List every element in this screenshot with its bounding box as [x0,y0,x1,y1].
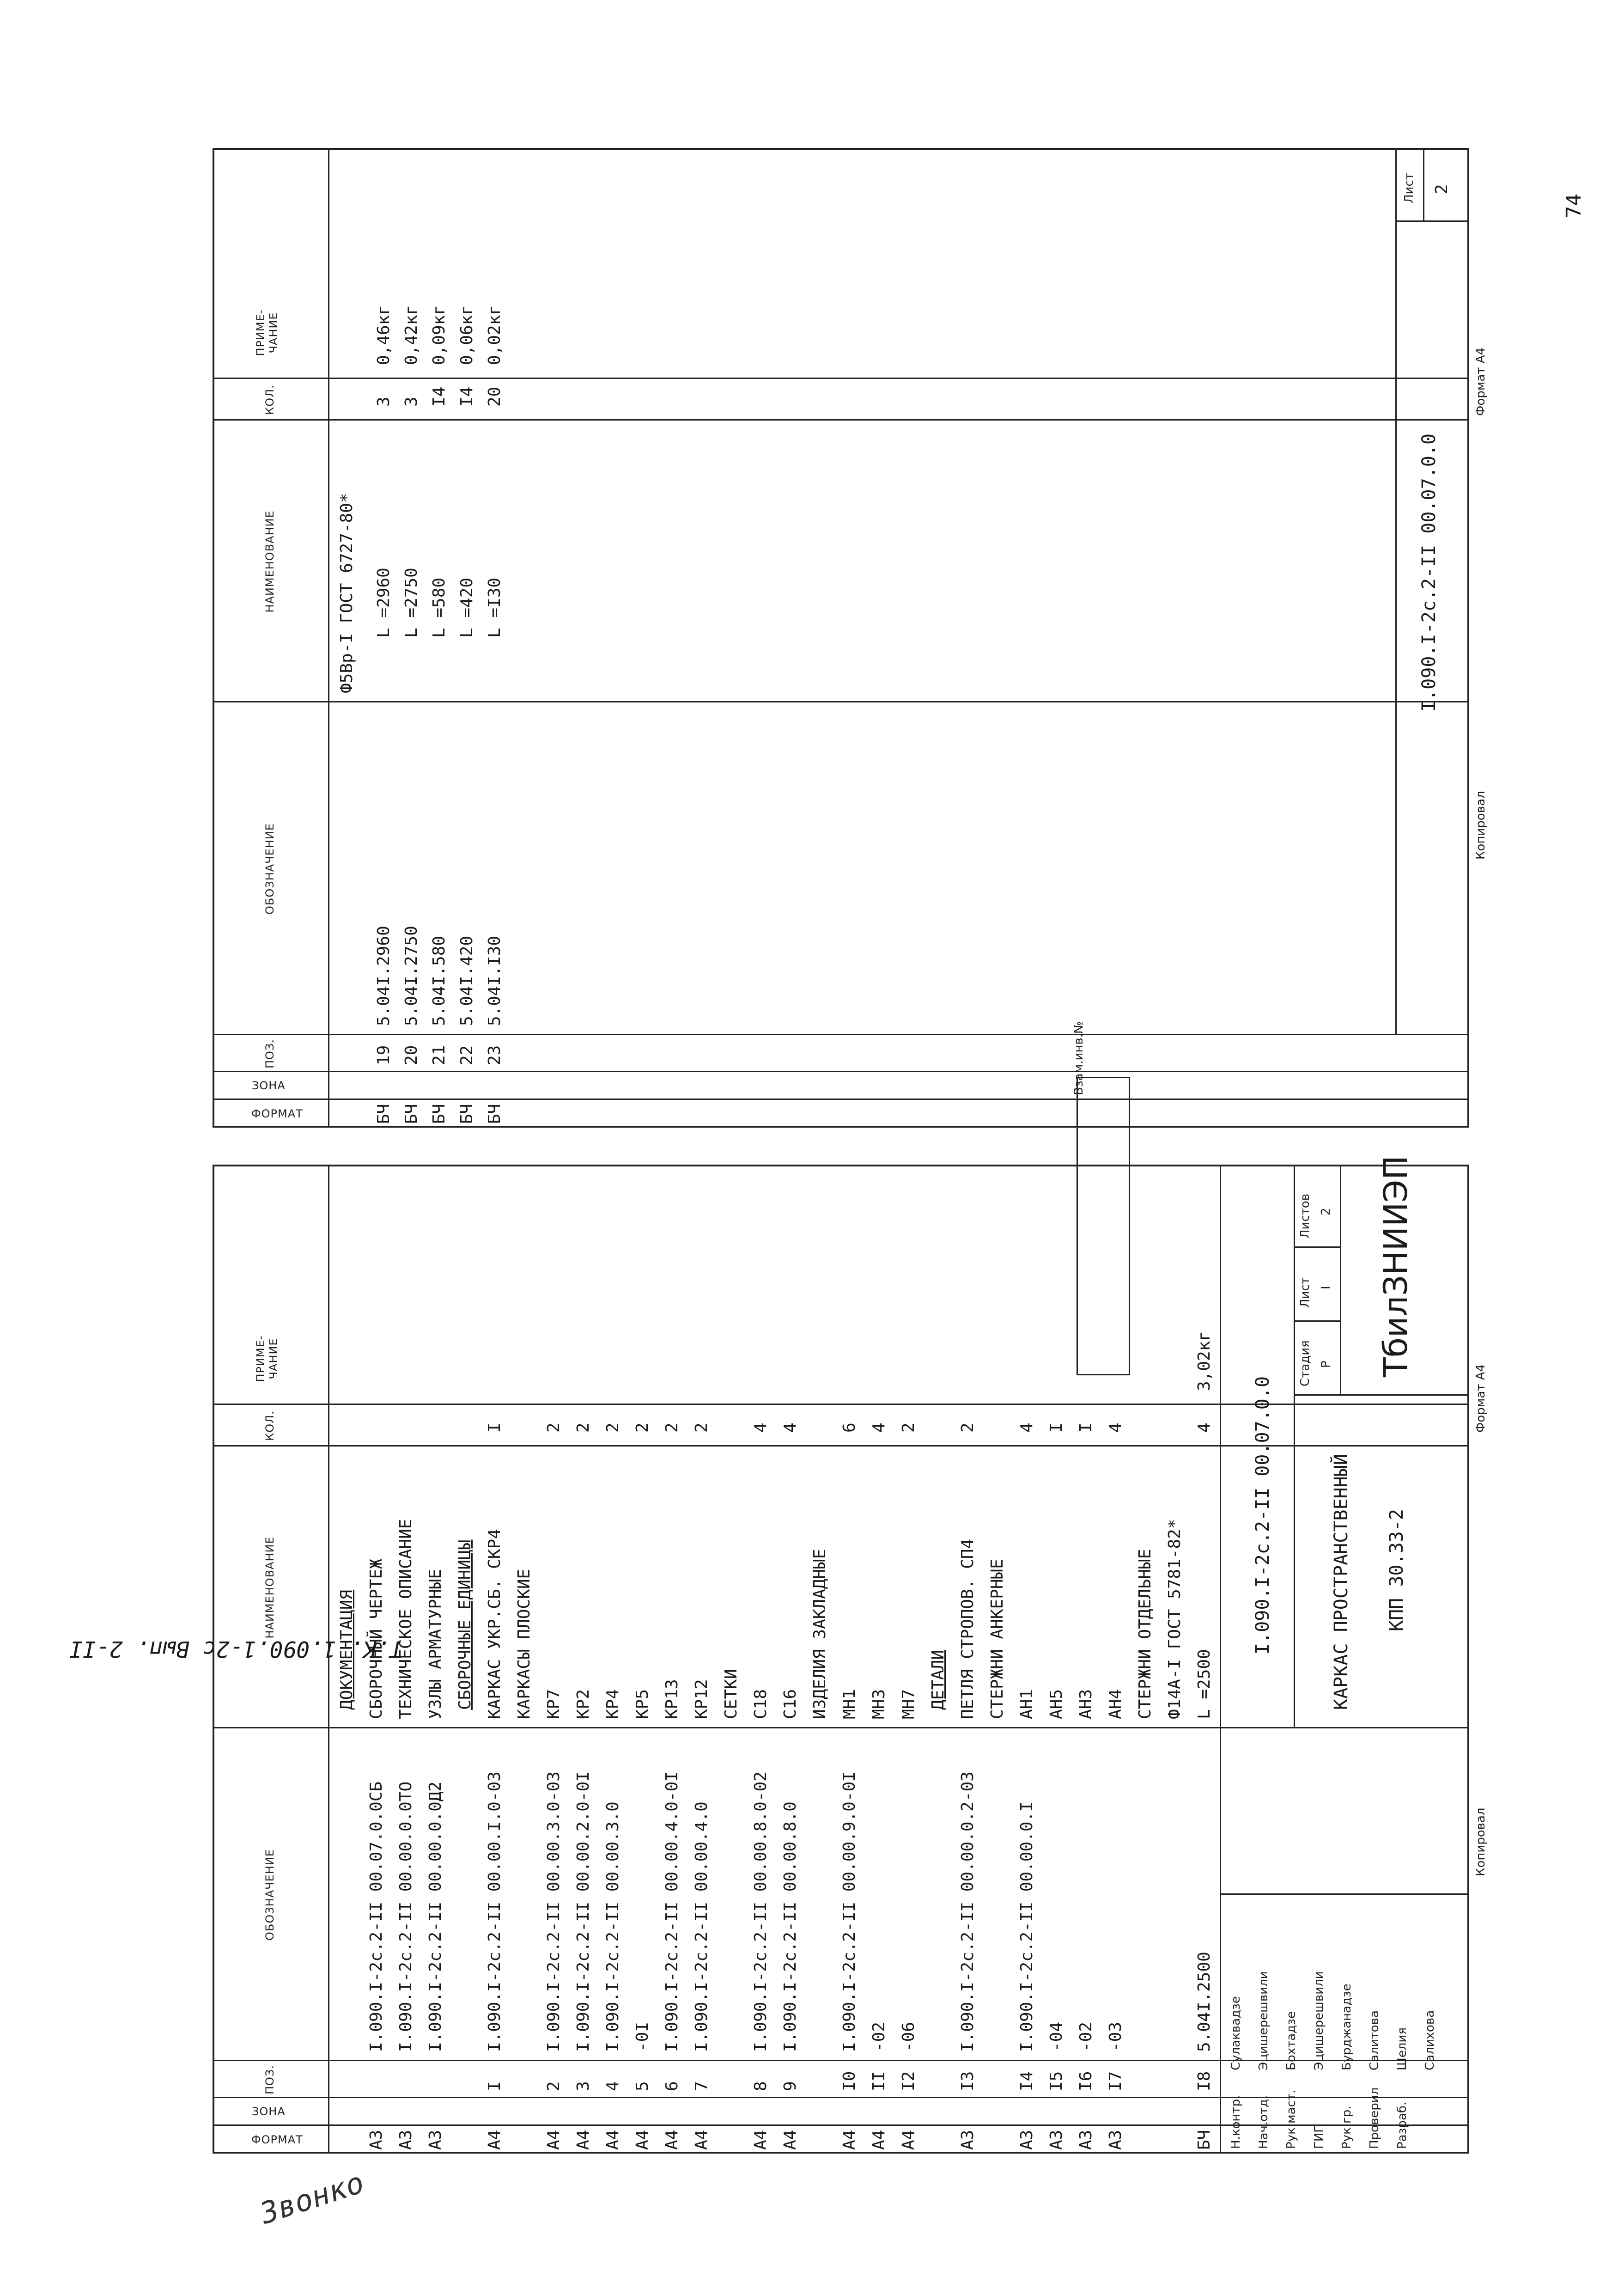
row-pos: I6 [1077,2071,1095,2091]
stamp-code: I.090.I-2с.2-II 00.07.0.0 [1252,1376,1273,1654]
row-pos: 6 [663,2081,681,2091]
row-designation: I.090.I-2с.2-II 00.07.0.0СБ [367,1781,386,2052]
margin-label: Взам.инв.№ [1072,1021,1086,1095]
row-qty: 2 [603,1422,622,1433]
row-name: С16 [781,1689,800,1719]
row-format: А4 [870,2130,888,2150]
specification-sheet-2 [213,148,1488,1128]
row-format: А4 [544,2130,563,2150]
row-name: КАРКАС УКР.СБ. СКР4 [485,1529,504,1719]
stamp-person-role: ГИП [1312,2124,1326,2149]
row-designation: I.090.I-2с.2-II 00.00.4.0-0I [663,1771,681,2052]
row-designation: 5.04I.2500 [1195,1952,1214,2052]
row-name: ПЕТЛЯ СТРОПОВ. СП4 [958,1538,977,1719]
row-pos: 4 [603,2081,622,2091]
row-format: А4 [485,2130,504,2150]
row-pos: 22 [457,1045,476,1065]
row-designation: I.090.I-2с.2-II 00.00.8.0-02 [751,1771,770,2052]
side-stamp: Т.К. 1.090.1-2с Вып. 2-II [69,1636,403,1662]
format-label: Формат А4 [1474,1364,1488,1433]
row-name: СБОРОЧНЫЙ ЧЕРТЕЖ [367,1559,386,1719]
row-qty: 4 [1106,1422,1125,1433]
stamp-sheet-label: Лист [1402,173,1416,203]
row-name: АН1 [1017,1689,1036,1719]
row-format: А4 [751,2130,770,2150]
stamp-person-role: Н.контр. [1229,2095,1243,2149]
header-qty: КОЛ. [263,1410,276,1441]
row-pos: I5 [1047,2071,1066,2091]
header-format: ФОРМАТ [251,1107,303,1120]
row-format: БЧ [374,1104,393,1124]
row-qty: I [1077,1422,1095,1433]
row-designation: I.090.I-2с.2-II 00.00.0.I [1017,1801,1036,2052]
row-designation: I.090.I-2с.2-II 00.00.0.0ТО [396,1781,415,2052]
row-qty: I [1047,1422,1066,1433]
header-pos: ПОЗ. [263,2065,276,2094]
sheet-frame [213,148,1469,1128]
row-qty: I4 [430,386,449,407]
row-name: L =2750 [402,568,421,638]
row-designation: 5.04I.2960 [374,926,393,1026]
row-pos: 21 [430,1045,449,1065]
row-format: А3 [396,2130,415,2150]
stamp-sheets-label: Листов [1298,1193,1312,1239]
row-qty: 20 [485,386,504,407]
row-name: КР5 [633,1689,652,1719]
stamp-sheet: I [1319,1286,1333,1289]
row-name: КР4 [603,1689,622,1719]
specification-sheet-1 [213,1155,1488,2154]
row-designation: 5.04I.420 [457,935,476,1026]
row-name: Ф5Вр-I ГОСТ 6727-80* [337,493,356,693]
stamp-title: КАРКАС ПРОСТРАНСТВЕННЫЙ [1331,1454,1352,1710]
row-note: 0,42кг [402,305,421,365]
stamp-person-role: Нач.отд. [1257,2095,1271,2149]
row-format: А4 [692,2130,711,2150]
row-name: L =I30 [485,577,504,638]
row-pos: 20 [402,1045,421,1065]
signature: Звонко [256,2166,368,2231]
stamp-person-name: Эцишерешвили [1312,1971,1326,2070]
row-note: 0,09кг [430,305,449,365]
row-format: А3 [367,2130,386,2150]
row-name: МН1 [840,1689,859,1719]
row-pos: 9 [781,2081,800,2091]
row-format: А3 [1017,2130,1036,2150]
row-name: ДЕТАЛИ [929,1649,948,1710]
row-name: СТЕРЖНИ ОТДЕЛЬНЫЕ [1136,1549,1155,1719]
row-format: А4 [899,2130,918,2150]
header-designation: ОБОЗНАЧЕНИЕ [263,823,276,915]
header-name: НАИМЕНОВАНИЕ [263,510,276,613]
row-format: А4 [781,2130,800,2150]
stamp-stage-label: Стадия [1298,1340,1312,1386]
row-format: А4 [633,2130,652,2150]
row-qty: I [485,1422,504,1433]
row-designation: -0I [633,2021,652,2052]
row-format: А3 [1077,2130,1095,2150]
copied-label: Копировал [1474,1807,1488,1876]
row-designation: I.090.I-2с.2-II 00.00.4.0 [692,1801,711,2052]
row-designation: I.090.I-2с.2-II 00.00.3.0 [603,1801,622,2052]
row-pos: I8 [1195,2071,1214,2091]
header-zone: ЗОНА [252,1079,286,1092]
header-qty: КОЛ. [263,385,276,415]
row-pos: 2 [544,2081,563,2091]
row-name: АН4 [1106,1689,1125,1719]
row-designation: 5.04I.I30 [485,935,504,1026]
row-qty: 2 [958,1422,977,1433]
row-name: С18 [751,1689,770,1719]
row-name: КР7 [544,1689,563,1719]
row-qty: 4 [781,1422,800,1433]
row-qty: 3 [402,397,421,407]
row-name: L =420 [457,577,476,638]
stamp-person-name: Сулаквадзе [1229,1996,1243,2070]
row-pos: 23 [485,1045,504,1065]
row-name: L =2960 [374,568,393,638]
row-name: УЗЛЫ АРМАТУРНЫЕ [426,1569,445,1719]
stamp-person-name: Бохтадзе [1284,2011,1298,2070]
row-qty: 4 [1195,1422,1214,1433]
row-name: L =2500 [1195,1649,1214,1719]
row-pos: II [870,2071,888,2091]
row-designation: -04 [1047,2021,1066,2052]
row-qty: 2 [633,1422,652,1433]
stamp-person-role: Рук.гр. [1340,2106,1354,2149]
row-designation: I.090.I-2с.2-II 00.00.0.0Д2 [426,1781,445,2052]
row-pos: 19 [374,1045,393,1065]
row-pos: I [485,2081,504,2091]
row-pos: I7 [1106,2071,1125,2091]
row-name: СТЕРЖНИ АНКЕРНЫЕ [988,1559,1007,1719]
header-designation: ОБОЗНАЧЕНИЕ [263,1849,276,1941]
stamp-person-role: Рук.маст. [1284,2089,1298,2149]
row-format: А4 [574,2130,593,2150]
row-format: А3 [426,2130,445,2150]
stamp-person-name: Эцишерешвили [1257,1971,1271,2070]
row-qty: 4 [751,1422,770,1433]
row-name: КАРКАСЫ ПЛОСКИЕ [515,1569,534,1719]
row-format: А3 [1047,2130,1066,2150]
row-format: А4 [603,2130,622,2150]
stamp-person-name: Шелия [1395,2027,1409,2070]
stamp-sheet-number: 2 [1432,184,1451,194]
stamp-person-role: Проверил [1368,2087,1381,2149]
stamp-subtitle: КПП 30.33-2 [1386,1509,1407,1631]
header-pos: ПОЗ. [263,1039,276,1068]
stamp-person-name: Салихова [1423,2010,1437,2070]
row-note: 3,02кг [1195,1331,1214,1391]
copied-label: Копировал [1474,791,1488,860]
row-format: А4 [663,2130,681,2150]
row-qty: 2 [663,1422,681,1433]
row-name: КР2 [574,1689,593,1719]
row-name: МН7 [899,1689,918,1719]
row-designation: 5.04I.580 [430,935,449,1026]
row-designation: -02 [870,2021,888,2052]
row-pos: I3 [958,2071,977,2091]
row-pos: 8 [751,2081,770,2091]
row-qty: 2 [544,1422,563,1433]
stamp-sheet-label: Лист [1298,1277,1312,1308]
row-name: СБОРОЧНЫЕ ЕДИНИЦЫ [456,1539,474,1710]
row-format: А3 [958,2130,977,2150]
stamp-code: I.090.I-2с.2-II 00.07.0.0 [1418,433,1440,712]
row-name: ТЕХНИЧЕСКОЕ ОПИСАНИЕ [396,1519,415,1719]
row-designation: -06 [899,2021,918,2052]
row-qty: 2 [692,1422,711,1433]
stamp-person-name: Бурджанадзе [1340,1984,1354,2070]
row-format: БЧ [430,1104,449,1124]
row-qty: 3 [374,397,393,407]
row-format: БЧ [1195,2130,1214,2150]
header-format: ФОРМАТ [251,2133,303,2146]
row-name: КР13 [663,1679,681,1719]
row-designation: I.090.I-2с.2-II 00.00.I.0-03 [485,1771,504,2052]
stamp-organization: ТбилЗНИИЭП [1377,1155,1415,1377]
row-pos: 3 [574,2081,593,2091]
row-qty: I4 [457,386,476,407]
header-zone: ЗОНА [252,2105,286,2118]
row-format: БЧ [457,1104,476,1124]
row-name: КР12 [692,1679,711,1719]
stamp-sheets: 2 [1319,1208,1333,1215]
row-pos: I0 [840,2071,859,2091]
row-designation: I.090.I-2с.2-II 00.00.0.2-03 [958,1771,977,2052]
stamp-person-role: Разраб. [1395,2101,1409,2149]
header-note: ПРИМЕ- ЧАНИЕ [254,1335,280,1382]
row-name: Ф14А-I ГОСТ 5781-82* [1165,1519,1184,1719]
row-name: ДОКУМЕНТАЦИЯ [337,1589,356,1710]
row-pos: I4 [1017,2071,1036,2091]
row-designation: -02 [1077,2021,1095,2052]
page-number: 74 [1562,194,1586,218]
row-name: СЕТКИ [722,1669,741,1719]
row-name: АН5 [1047,1689,1066,1719]
row-name: АН3 [1077,1689,1095,1719]
row-format: БЧ [402,1104,421,1124]
row-pos: 7 [692,2081,711,2091]
row-qty: 2 [574,1422,593,1433]
row-qty: 2 [899,1422,918,1433]
row-name: ИЗДЕЛИЯ ЗАКЛАДНЫЕ [810,1549,829,1719]
row-format: А3 [1106,2130,1125,2150]
row-name: МН3 [870,1689,888,1719]
header-name: НАИМЕНОВАНИЕ [263,1536,276,1639]
header-note: ПРИМЕ- ЧАНИЕ [254,309,280,356]
row-name: L =580 [430,577,449,638]
row-qty: 4 [870,1422,888,1433]
stamp-person-name: Салитова [1368,2010,1381,2070]
row-designation: I.090.I-2с.2-II 00.00.9.0-0I [840,1771,859,2052]
row-format: БЧ [485,1104,504,1124]
stamp-stage: Р [1319,1361,1333,1368]
row-note: 0,02кг [485,305,504,365]
row-qty: 4 [1017,1422,1036,1433]
row-designation: I.090.I-2с.2-II 00.00.8.0 [781,1801,800,2052]
row-note: 0,06кг [457,305,476,365]
row-designation: 5.04I.2750 [402,926,421,1026]
row-designation: I.090.I-2с.2-II 00.00.3.0-03 [544,1771,563,2052]
row-designation: I.090.I-2с.2-II 00.00.2.0-0I [574,1771,593,2052]
row-qty: 6 [840,1422,859,1433]
row-pos: I2 [899,2071,918,2091]
row-format: А4 [840,2130,859,2150]
row-designation: -03 [1106,2021,1125,2052]
row-note: 0,46кг [374,305,393,365]
format-label: Формат А4 [1474,347,1488,416]
row-pos: 5 [633,2081,652,2091]
